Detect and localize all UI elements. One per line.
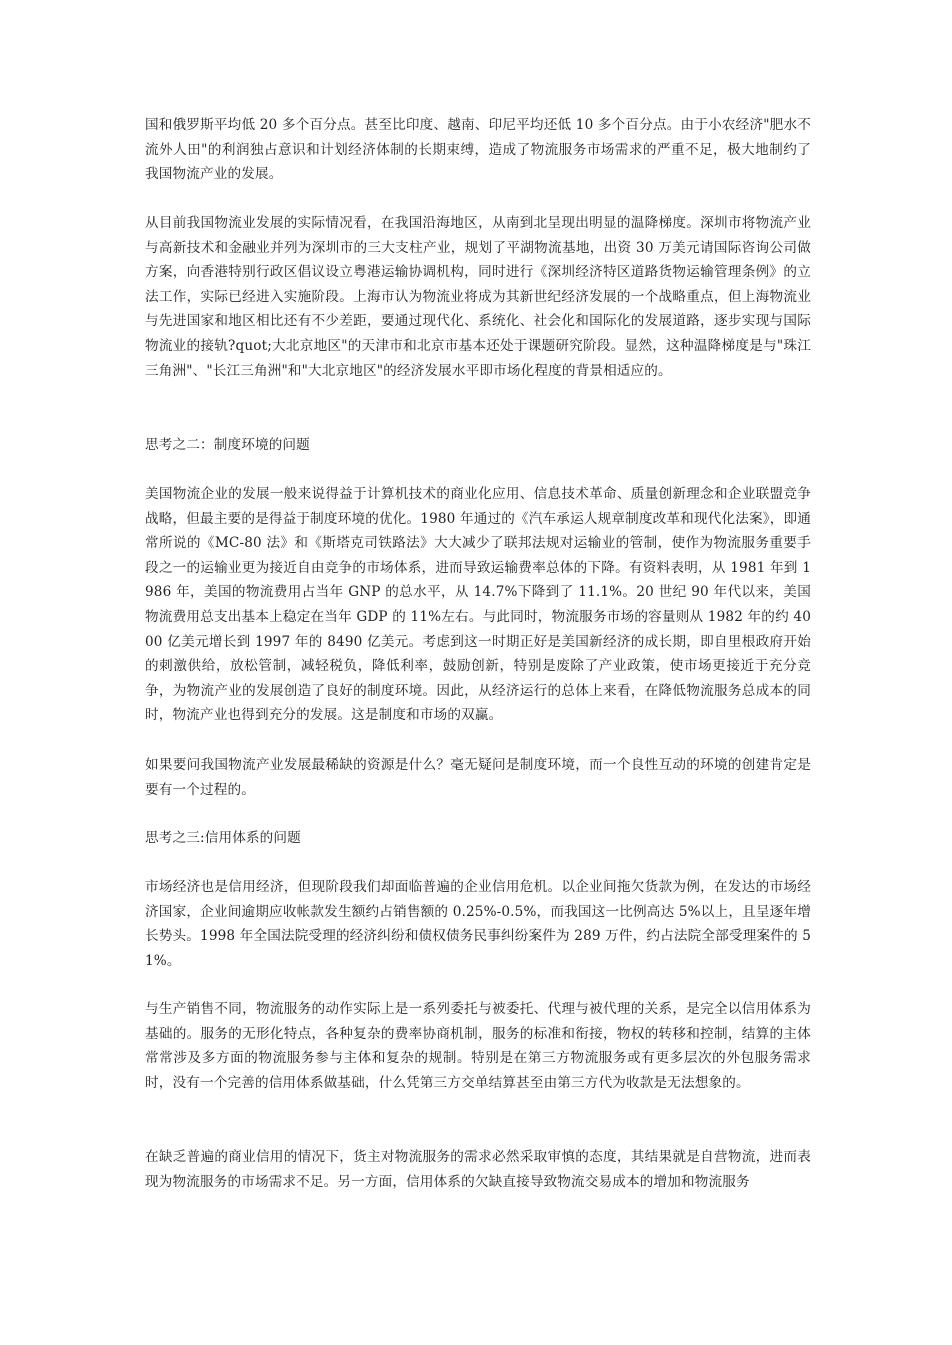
paragraph-4: 如果要问我国物流产业发展最稀缺的资源是什么？毫无疑问是制度环境，而一个良性互动的环境的创建肯定是要有一个过程的。 (145, 757, 811, 798)
section-heading-2: 思考之二：制度环境的问题 (145, 437, 310, 453)
section-heading-3: 思考之三:信用体系的问题 (145, 830, 301, 846)
paragraph-3: 美国物流企业的发展一般来说得益于计算机技术的商业化应用、信息技术革命、质量创新理念和企业联盟竞争战略，但最主要的是得益于制度环境的优化。1980 年通过的《汽车承运人规章制度改革和现代化法案》，即通常所说的《MC-80 法》和《斯塔克司铁路法》大大减少了联邦法规对运输业的管制，使作为物流服务重要手段之一的运输业更为接近自由竞争的市场体系，进而导致运输费率总体的下降。有资料表明，从 1981 年到 1986 年，美国的物流费用占当年 GNP 的总水平，从 14.7%下降到了 11.1%。20 世纪 90 年代以来，美国物流费用总支出基本上稳定在当年 GDP 的 11%左右。与此同时，物流服务市场的容量则从 1982 年的约 4000 亿美元增长到 1997 年的 8490 亿美元。考虑到这一时期正好是美国新经济的成长期，即自里根政府开始的刺激供给，放松管制，减轻税负，降低利率，鼓励创新，特别是废除了产业政策，使市场更接近于充分竞争，为物流产业的发展创造了良好的制度环境。因此，从经济运行的总体上来看，在降低物流服务总成本的同时，物流产业也得到充分的发展。这是制度和市场的双赢。 (145, 486, 811, 724)
paragraph-6: 与生产销售不同，物流服务的动作实际上是一系列委托与被委托、代理与被代理的关系，是完全以信用体系为基础的。服务的无形化特点，各种复杂的费率协商机制，服务的标准和衔接，物权的转移和控制，结算的主体常常涉及多方面的物流服务参与主体和复杂的规制。特别是在第三方物流服务或有更多层次的外包服务需求时，没有一个完善的信用体系做基础，什么凭第三方交单结算甚至由第三方代为收款是无法想象的。 (145, 1001, 811, 1091)
paragraph-7: 在缺乏普遍的商业信用的情况下，货主对物流服务的需求必然采取审慎的态度，其结果就是自营物流，进而表现为物流服务的市场需求不足。另一方面，信用体系的欠缺直接导致物流交易成本的增加和物流服务 (145, 1149, 811, 1190)
paragraph-2: 从目前我国物流业发展的实际情况看，在我国沿海地区，从南到北呈现出明显的温降梯度。深圳市将物流产业与高新技术和金融业并列为深圳市的三大支柱产业，规划了平湖物流基地，出资 30 万美元请国际咨询公司做方案，向香港特别行政区倡议设立粤港运输协调机构，同时进行《深圳经济特区道路货物运输管理条例》的立法工作，实际已经进入实施阶段。上海市认为物流业将成为其新世纪经济发展的一个战略重点，但上海物流业与先进国家和地区相比还有不少差距，要通过现代化、系统化、社会化和国际化的发展道路，逐步实现与国际物流业的接轨?quot;大北京地区"的天津市和北京市基本还处于课题研究阶段。显然，这种温降梯度是与"珠江三角洲"、"长江三角洲"和"大北京地区"的经济发展水平即市场化程度的背景相适应的。 (145, 215, 811, 379)
paragraph-5: 市场经济也是信用经济，但现阶段我们却面临普遍的企业信用危机。以企业间拖欠货款为例，在发达的市场经济国家，企业间逾期应收帐款发生额约占销售额的 0.25%-0.5%，而我国这一比例高达 5%以上，且呈逐年增长势头。1998 年全国法院受理的经济纠纷和债权债务民事纠纷案件为 289 万件，约占法院全部受理案件的 51%。 (145, 879, 811, 969)
paragraph-1: 国和俄罗斯平均低 20 多个百分点。甚至比印度、越南、印尼平均还低 10 多个百分点。由于小农经济"肥水不流外人田"的利润独占意识和计划经济体制的长期束缚，造成了物流服务市场需求的严重不足，极大地制约了我国物流产业的发展。 (145, 117, 811, 183)
